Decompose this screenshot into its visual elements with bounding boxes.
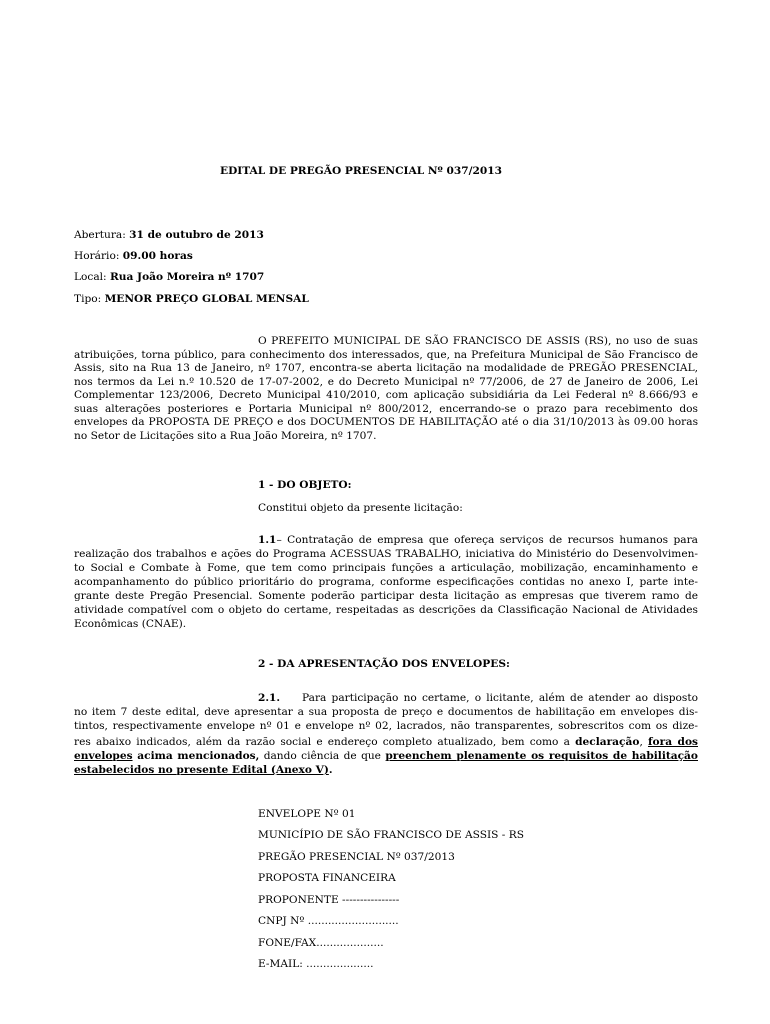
section-heading: 1 - DO OBJETO: — [258, 479, 352, 491]
section1-line — [258, 534, 698, 547]
section1-line: acompanhamento do público prioritário do programa, conforme especificações contidas no anexo I, parte inte- — [74, 576, 698, 588]
envelope-line: MUNICÍPIO DE SÃO FRANCISCO DE ASSIS - RS — [258, 829, 524, 841]
envelope-line: E-MAIL: .................... — [258, 958, 374, 970]
horario-label: Horário: — [74, 250, 120, 262]
section-heading: 2 - DA APRESENTAÇÃO DOS ENVELOPES: — [258, 658, 510, 670]
section-intro: Constitui objeto da presente licitação: — [258, 502, 463, 514]
envelope-line: PREGÃO PRESENCIAL Nº 037/2013 — [258, 851, 455, 863]
section2-line — [74, 764, 698, 777]
preamble-line: Assis, sito na Rua 13 de Janeiro, nº 1707, encontra-se aberta licitação na modalidade de PREGÃO PRESENCIAL, — [74, 362, 698, 374]
local-label: Local: — [74, 271, 107, 283]
envelope-line: PROPONENTE ---------------- — [258, 894, 400, 906]
declaracao-text: declaração — [575, 736, 640, 748]
envelope-line: CNPJ Nº ........................... — [258, 915, 399, 927]
abertura-line — [74, 229, 264, 242]
preamble-line: no Setor de Licitações sito a Rua João Moreira, nº 1707. — [74, 430, 377, 442]
tipo-value: MENOR PREÇO GLOBAL MENSAL — [104, 293, 309, 305]
preamble-line: O PREFEITO MUNICIPAL DE SÃO FRANCISCO DE ASSIS (RS), no uso de suas — [258, 335, 698, 347]
envelope-line: FONE/FAX.................... — [258, 937, 384, 949]
abertura-label: Abertura: — [74, 229, 126, 241]
section2-line — [74, 750, 698, 763]
section1-line: atividade compatível com o objeto do certame, respeitadas as descrições da Classificação Nacional de Atividades — [74, 604, 698, 616]
abertura-value: 31 de outubro de 2013 — [129, 229, 264, 241]
preamble-line: Complementar 123/2006, Decreto Municipal 410/2010, com aplicação subsidiária da Lei Federal nº 8.666/93 e — [74, 389, 698, 401]
preamble-line: envelopes da PROPOSTA DE PREÇO e dos DOCUMENTOS DE HABILITAÇÃO até o dia 31/10/2013 às 09.00 horas — [74, 416, 698, 428]
section2-line — [74, 736, 698, 749]
section2-text: dando ciência de que — [259, 750, 386, 762]
envelope-line: PROPOSTA FINANCEIRA — [258, 872, 396, 884]
separator-text: , — [639, 736, 648, 748]
preamble-line: atribuições, torna público, para conhecimento dos interessados, que, na Prefeitura Municipal de São Francisco de — [74, 349, 698, 361]
section1-line: realização dos trabalhos e ações do Programa ACESSUAS TRABALHO, iniciativa do Ministério do Desenvolvimen- — [74, 548, 698, 560]
fora-dos-text: fora dos — [647, 736, 698, 748]
section2-line: tintos, respectivamente envelope nº 01 e envelope nº 02, lacrados, não transparentes, sobrescritos com os dize- — [74, 720, 698, 732]
horario-value: 09.00 horas — [122, 250, 193, 262]
section1-line: Econômicas (CNAE). — [74, 618, 187, 630]
section2-line: no item 7 deste edital, deve apresentar a sua proposta de preço e documentos de habilitação em envelopes dis- — [74, 706, 698, 718]
local-value: Rua João Moreira nº 1707 — [110, 271, 265, 283]
page-title: EDITAL DE PREGÃO PRESENCIAL Nº 037/2013 — [220, 165, 502, 177]
preamble-line: suas alterações posteriores e Portaria Municipal nº 800/2012, encerrando-se o prazo para recebimento dos — [74, 403, 698, 415]
item-text: – Contratação de empresa que ofereça serviços de recursos humanos para — [276, 534, 698, 546]
envelope-line: ENVELOPE Nº 01 — [258, 808, 356, 820]
tipo-line — [74, 293, 309, 306]
section1-line: grante deste Pregão Presencial. Somente poderão participar desta licitação as empresas que tiverem ramo de — [74, 590, 698, 602]
tipo-label: Tipo: — [74, 293, 102, 305]
envelopes-text: envelopes — [74, 750, 133, 762]
estabelecidos-text: estabelecidos no presente Edital (Anexo V) — [74, 764, 329, 776]
section1-line: to Social e Combate à Fome, que tem como principais funções a articulação, mobilização, encaminhamento e — [74, 562, 698, 574]
horario-line — [74, 250, 193, 263]
section2-text: res abaixo indicados, além da razão social e endereço completo atualizado, bem como a — [74, 736, 576, 748]
item-number: 1.1 — [258, 534, 277, 546]
acima-text: acima mencionados, — [132, 750, 260, 762]
local-line — [74, 271, 264, 284]
preamble-line: nos termos da Lei n.º 10.520 de 17-07-2002, e do Decreto Municipal nº 77/2006, de 27 de Janeiro de 2006, Lei — [74, 376, 698, 388]
requisitos-text: preenchem plenamente os requisitos de habilitação — [385, 750, 698, 762]
item-number: 2.1. — [258, 692, 281, 704]
period-text: . — [328, 764, 333, 776]
section2-line: Para participação no certame, o licitante, além de atender ao disposto — [302, 692, 698, 704]
